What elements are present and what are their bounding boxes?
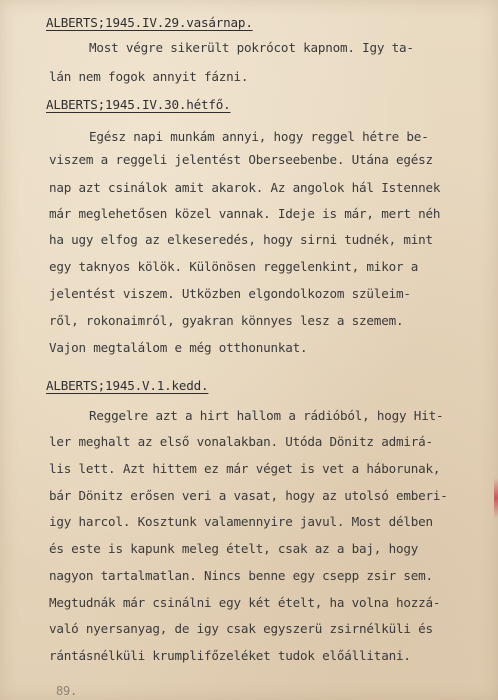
edge-ink-mark: [494, 478, 498, 518]
entry-2-line-1: Egész napi munkám annyi, hogy reggel hétre be-: [89, 129, 429, 144]
entry-3-line-6: és este is kapunk meleg ételt, csak az a baj, hogy: [49, 541, 419, 556]
entry-2-line-3: nap azt csinálok amit akarok. Az angolok hál Istennek: [49, 180, 441, 195]
entry-3-line-7: nagyon tartalmatlan. Nincs benne egy csepp zsir sem.: [49, 568, 433, 583]
entry-2-line-5: ha ugy elfog az elkeseredés, hogy sirni tudnék, mint: [49, 232, 433, 247]
entry-3-line-9: való nyersanyag, de igy csak egyszerü zsirnélküli és: [49, 621, 433, 636]
entry-2-line-7: jelentést viszem. Utközben elgondolkozom szüleim-: [49, 286, 411, 301]
entry-3-line-1: Reggelre azt a hirt hallom a rádióból, hogy Hit-: [89, 408, 444, 423]
entry-2-line-9: Vajon megtalálom e még otthonunkat.: [49, 340, 308, 355]
entry-heading-1: ALBERTS;1945.IV.29.vasárnap.: [46, 15, 253, 30]
page-number: 89.: [56, 684, 78, 698]
entry-heading-2: ALBERTS;1945.IV.30.hétfő.: [46, 97, 231, 112]
entry-2-line-6: egy taknyos kölök. Különösen reggelenkint, mikor a: [49, 259, 419, 274]
entry-3-line-2: ler meghalt az első vonalakban. Utóda Dönitz admirá-: [49, 434, 433, 449]
entry-2-line-8: ről, rokonaimról, gyakran könnyes lesz a szemem.: [49, 313, 404, 328]
entry-3-line-3: lis lett. Azt hittem ez már véget is vet a háborunak,: [49, 461, 441, 476]
entry-3-line-8: Megtudnák már csinálni egy két ételt, ha volna hozzá-: [49, 595, 441, 610]
entry-heading-3: ALBERTS;1945.V.1.kedd.: [46, 378, 209, 393]
entry-3-line-5: igy harcol. Kosztunk valamennyire javul. Most délben: [49, 514, 433, 529]
entry-1-line-2: lán nem fogok annyit fázni.: [49, 69, 249, 84]
entry-3-line-10: rántásnélküli krumplifőzeléket tudok előállitani.: [49, 648, 411, 663]
entry-2-line-4: már meglehetősen közel vannak. Ideje is már, mert néh: [49, 206, 441, 221]
entry-1-line-1: Most végre sikerült pokrócot kapnom. Igy ta-: [89, 40, 414, 55]
entry-2-line-2: viszem a reggeli jelentést Oberseebenbe. Utána egész: [49, 152, 433, 167]
entry-3-line-4: bár Dönitz erősen veri a vasat, hogy az utolsó emberi-: [49, 488, 448, 503]
